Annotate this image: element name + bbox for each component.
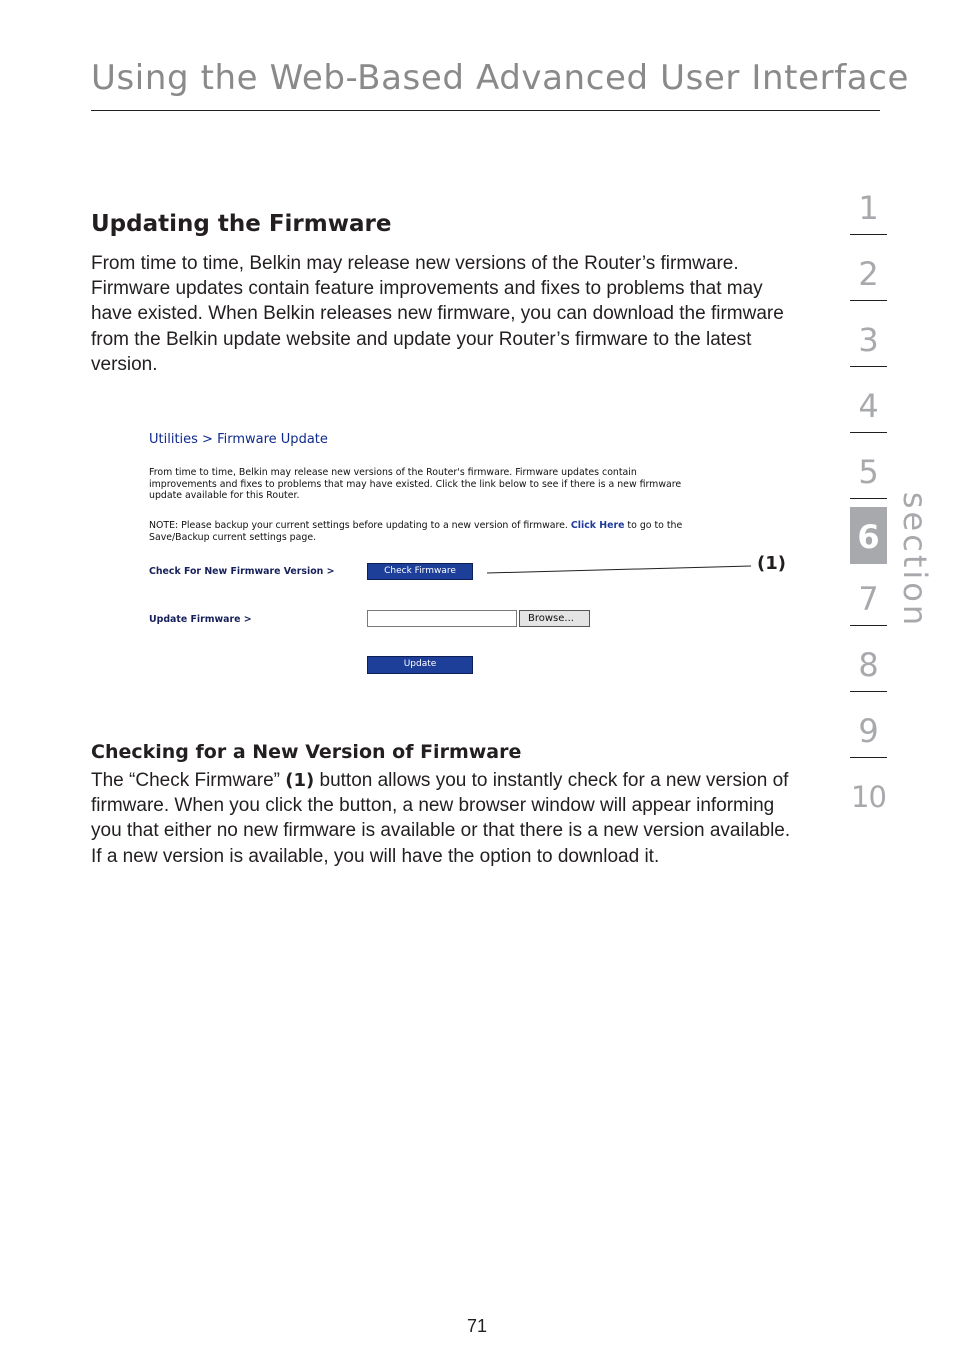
body-paragraph: [91, 768, 803, 869]
section-nav-item-10[interactable]: [850, 771, 887, 837]
ui-note-text: NOTE: Please backup your current settings before updating to a new version of firmware.: [149, 520, 571, 531]
callout-line: [485, 560, 755, 580]
section-nav: [850, 182, 887, 837]
nav-divider: [850, 691, 887, 692]
section-nav-item-8[interactable]: [850, 639, 887, 705]
section-side-label: [890, 491, 940, 629]
subsection-title: Checking for a New Version of Firmware: [91, 741, 522, 763]
inline-callout-ref: (1): [285, 770, 315, 791]
check-firmware-button[interactable]: Check Firmware: [367, 563, 473, 580]
section-number: 1: [858, 189, 879, 227]
nav-divider: [850, 300, 887, 301]
ui-breadcrumb: Utilities > Firmware Update: [149, 432, 328, 447]
section-number: 10: [851, 780, 886, 814]
section-nav-item-4[interactable]: [850, 380, 887, 446]
click-here-link[interactable]: Click Here: [570, 520, 625, 531]
nav-divider: [850, 625, 887, 626]
section-number: 9: [858, 712, 879, 750]
page-header-title: Using the Web-Based Advanced User Interface: [91, 58, 910, 98]
section-nav-item-2[interactable]: [850, 248, 887, 314]
section-number: 8: [858, 646, 879, 684]
section-number: 5: [858, 453, 879, 491]
section-number: 7: [858, 580, 879, 618]
section-nav-item-7[interactable]: [850, 573, 887, 639]
header-divider: [91, 110, 880, 111]
section-nav-item-6-active[interactable]: [850, 507, 887, 573]
section-number: 3: [858, 321, 879, 359]
nav-divider: [850, 366, 887, 367]
section-nav-item-5[interactable]: [850, 446, 887, 512]
section-number: 6: [850, 507, 887, 564]
firmware-file-input[interactable]: [367, 610, 517, 627]
nav-divider: [850, 757, 887, 758]
update-button[interactable]: Update: [367, 656, 473, 674]
nav-divider: [850, 234, 887, 235]
ui-note-tail: to go to the Save/Backup current settings page.: [149, 520, 683, 543]
callout-label: (1): [757, 553, 786, 574]
section-number: 4: [858, 387, 879, 425]
nav-divider: [850, 498, 887, 499]
section-number: 2: [858, 255, 879, 293]
intro-paragraph: From time to time, Belkin may release new versions of the Router’s firmware. Firmware updates contain feature improvements and fixes to problems that may have existed. When Belkin releases new firmware, you can download the firmware from the Belkin update website and update your Router’s firmware to the latest version.: [91, 253, 784, 375]
section-nav-item-1[interactable]: [850, 182, 887, 248]
ui-note: [149, 520, 689, 543]
browse-button[interactable]: Browse...: [519, 610, 590, 627]
body-text-rest: button allows you to instantly check for a new version of firmware. When you click the button, a new browser window will appear informing you that either no new firmware is available or that there is a new version available. If a new version is available, you will have the option to download it.: [91, 770, 791, 867]
section-word-text: section: [896, 491, 934, 629]
section-nav-item-3[interactable]: [850, 314, 887, 380]
body-text-start: The “Check Firmware”: [91, 770, 286, 791]
check-firmware-label: Check For New Firmware Version >: [149, 566, 335, 577]
nav-divider: [850, 432, 887, 433]
page-number: 71: [466, 1316, 488, 1336]
update-firmware-label: Update Firmware >: [149, 614, 252, 625]
ui-description: From time to time, Belkin may release new versions of the Router's firmware. Firmware updates contain improvements and fixes to problems that may have existed. Click the link below to see if there is a new firmware update available for this Router.: [149, 467, 682, 501]
section-title: Updating the Firmware: [91, 211, 392, 237]
section-nav-item-9[interactable]: [850, 705, 887, 771]
